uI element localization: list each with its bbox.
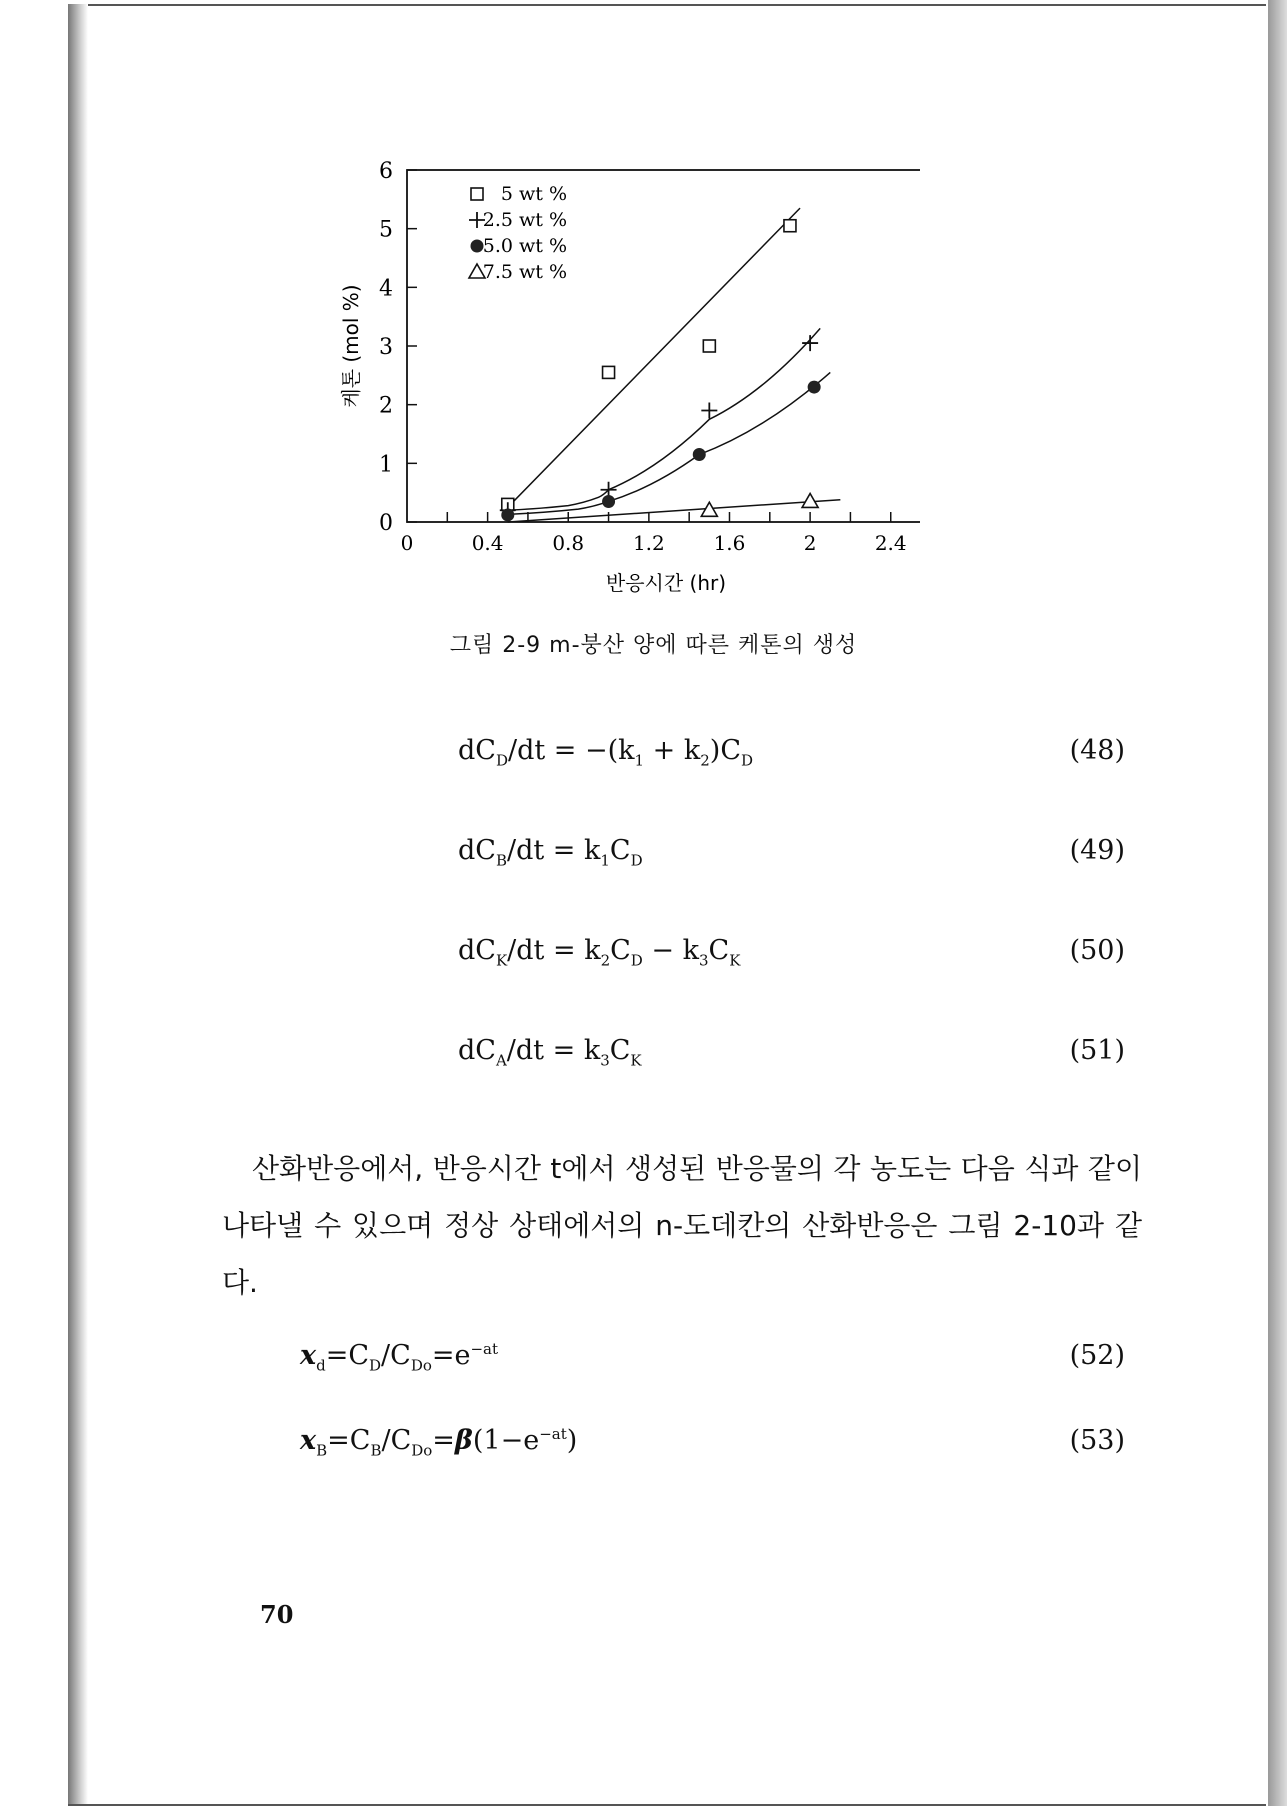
equation-part: D (495, 751, 508, 770)
x-tick-label: 2.4 (874, 531, 907, 555)
equation-part: D (630, 851, 643, 870)
equation-51 (458, 1035, 642, 1069)
equation-part: C (609, 835, 631, 866)
legend-label: 5 wt % (500, 183, 567, 205)
data-point-circle (501, 508, 514, 521)
data-point-circle (693, 448, 706, 461)
equation-part: = (432, 1425, 455, 1456)
fit-line-plus (508, 328, 820, 510)
data-point-square (603, 366, 615, 378)
equation-part: /dt = k (507, 935, 601, 966)
x-tick-label: 0 (400, 531, 414, 555)
y-tick-label: 0 (379, 511, 393, 536)
data-point-square (784, 220, 796, 232)
x-tick-label: 2 (803, 531, 817, 555)
y-tick-label: 6 (379, 159, 393, 184)
equation-53 (300, 1425, 577, 1459)
page-number: 70 (260, 1600, 294, 1629)
figure-caption: 그림 2-9 m-붕산 양에 따른 케톤의 생성 (449, 633, 858, 658)
legend-marker-square (471, 188, 483, 200)
equation-part: B (370, 1441, 382, 1460)
legend-label: 5.0 wt % (482, 235, 567, 257)
equation-part: D (630, 951, 643, 970)
equation-part: D (369, 1356, 382, 1375)
x-tick-label: 0.4 (471, 531, 504, 555)
y-tick-label: 1 (379, 452, 393, 478)
equation-part: /dt = k (506, 1035, 601, 1066)
equation-50 (458, 935, 740, 969)
legend-marker-circle (471, 240, 484, 253)
equation-part: − k (642, 935, 699, 966)
data-point-circle (808, 381, 821, 394)
equation-part: B (495, 851, 507, 870)
equation-part: x (300, 1425, 317, 1456)
equation-part: Do (411, 1441, 433, 1460)
equation-part: K (729, 951, 741, 970)
equation-part: /C (381, 1340, 411, 1371)
fit-line-circle (508, 372, 830, 514)
data-point-plus (802, 335, 818, 351)
y-tick-label: 3 (379, 335, 393, 360)
equation-number: (49) (1069, 835, 1125, 866)
equation-52 (300, 1340, 498, 1374)
equation-part: B (316, 1441, 328, 1460)
x-axis-label: 반응시간 (hr) (605, 571, 727, 595)
equation-part: =C (327, 1425, 371, 1456)
legend-label: 7.5 wt % (482, 261, 567, 283)
equation-part: 3 (600, 1051, 610, 1070)
legend-label: 2.5 wt % (482, 209, 567, 231)
equation-part: C (610, 935, 631, 966)
equation-part: dC (458, 835, 496, 866)
equation-number: (48) (1069, 735, 1125, 766)
equation-48 (458, 735, 753, 769)
equation-part: 3 (698, 951, 709, 970)
data-point-circle (602, 495, 615, 508)
y-axis-label: 케톤 (mol %) (339, 284, 363, 408)
equation-part: (1−e (472, 1425, 540, 1456)
equation-part: d (316, 1356, 326, 1375)
equation-part: )C (709, 735, 741, 766)
ketone-chart (300, 140, 920, 600)
equation-part: Do (410, 1356, 432, 1375)
equation-part: 1 (634, 751, 645, 770)
y-tick-label: 4 (379, 276, 393, 302)
equation-part: β (454, 1425, 473, 1456)
book-spine (68, 4, 88, 1804)
equation-part: =C (325, 1340, 370, 1371)
equation-number: (52) (1069, 1340, 1125, 1371)
equation-number: (51) (1069, 1035, 1125, 1066)
equation-part: −at (470, 1340, 499, 1358)
equation-part: C (708, 935, 730, 966)
x-tick-label: 1.6 (713, 531, 746, 555)
page-edge (1268, 0, 1287, 1806)
equation-part: dC (458, 935, 496, 966)
x-tick-label: 1.2 (632, 531, 665, 555)
body-paragraph (222, 1140, 1142, 1311)
data-point-square (703, 340, 715, 352)
equation-part: 2 (600, 951, 611, 970)
equation-part: C (609, 1035, 631, 1066)
equation-part: /C (381, 1425, 412, 1456)
y-tick-label: 2 (379, 393, 393, 419)
equation-part: + k (644, 735, 701, 766)
equation-part: K (630, 1051, 642, 1070)
equation-part: /dt = k (506, 835, 601, 866)
equation-part: −at (539, 1425, 567, 1443)
equation-part: A (495, 1051, 507, 1070)
equation-part: D (740, 751, 754, 770)
equation-part: ) (566, 1425, 578, 1456)
equation-49 (458, 835, 643, 869)
paragraph-text: 산화반응에서, 반응시간 t에서 생성된 반응물의 각 농도는 다음 식과 같이 나타낼 수 있으며 정상 상태에서의 n-도데칸의 산화반응은 그림 2-10과 같다. (222, 1152, 1142, 1299)
equation-part: 1 (600, 851, 610, 870)
equation-part: /dt = −(k (507, 735, 635, 766)
equation-number: (53) (1069, 1425, 1125, 1456)
x-tick-label: 0.8 (552, 531, 585, 555)
equation-part: dC (458, 1035, 496, 1066)
equation-part: =e (431, 1340, 471, 1371)
equation-part: K (495, 951, 508, 970)
equation-number: (50) (1069, 935, 1125, 966)
y-tick-label: 5 (379, 217, 393, 243)
data-point-triangle (802, 493, 818, 507)
equation-part: x (300, 1340, 317, 1371)
equation-part: dC (458, 735, 496, 766)
equation-part: 2 (700, 751, 710, 770)
